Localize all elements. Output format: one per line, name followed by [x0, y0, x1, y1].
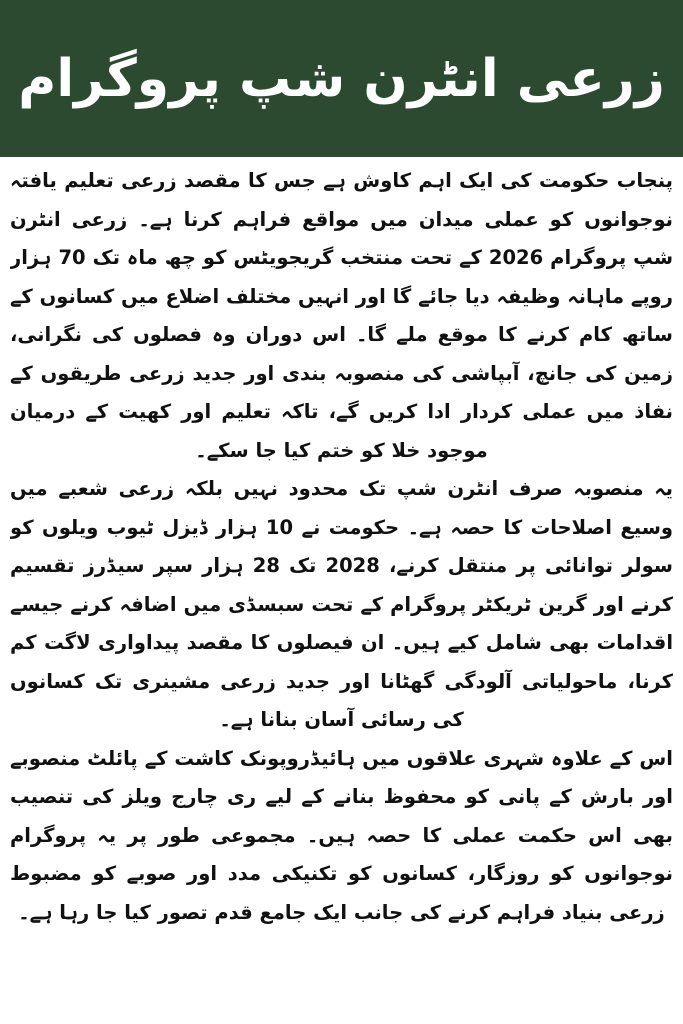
article-paragraph-1: پنجاب حکومت کی ایک اہم کاوش ہے جس کا مقصد زرعی تعلیم یافتہ نوجوانوں کو عملی میدان میں مواقع فراہم کرنا ہے۔ زرعی انٹرن شپ پروگرام 2026 کے تحت منتخب گریجویٹس کو چھ ماہ تک 70 ہزار روپے ماہانہ وظیفہ دیا جائے گا اور انہیں مختلف اضلاع میں کسانوں کے ساتھ کام کرنے کا موقع ملے گا۔ اس دوران وہ فصلوں کی نگرانی، زمین کی جانچ، آبپاشی کی منصوبہ بندی اور جدید زرعی طریقوں کے نفاذ میں عملی کردار ادا کریں گے، تاکہ تعلیم اور کھیت کے درمیان موجود خلا کو ختم کیا جا سکے۔ — [10, 169, 673, 462]
page-title: زرعی انٹرن شپ پروگرام — [18, 48, 665, 109]
article-paragraph-2: یہ منصوبہ صرف انٹرن شپ تک محدود نہیں بلکہ زرعی شعبے میں وسیع اصلاحات کا حصہ ہے۔ حکومت نے 10 ہزار ڈیزل ٹیوب ویلوں کو سولر توانائی پر منتقل کرنے، 2028 تک 28 ہزار سپر سیڈرز تقسیم کرنے اور گرین ٹریکٹر پروگرام کے تحت سبسڈی میں اضافہ کرنے جیسے اقدامات بھی شامل کیے ہیں۔ ان فیصلوں کا مقصد پیداواری لاگت کم کرنا، ماحولیاتی آلودگی گھٹانا اور جدید زرعی مشینری تک کسانوں کی رسائی آسان بنانا ہے۔ — [10, 477, 673, 731]
article-paragraph-3: اس کے علاوہ شہری علاقوں میں ہائیڈروپونک کاشت کے پائلٹ منصوبے اور بارش کے پانی کو محفوظ بنانے کے لیے ری چارج ویلز کی تنصیب بھی اس حکمت عملی کا حصہ ہیں۔ مجموعی طور پر یہ پروگرام نوجوانوں کو روزگار، کسانوں کو تکنیکی مدد اور صوبے کو مضبوط زرعی بنیاد فراہم کرنے کی جانب ایک جامع قدم تصور کیا جا رہا ہے۔ — [10, 746, 673, 924]
article-body — [10, 162, 673, 1020]
title-banner — [0, 0, 683, 157]
